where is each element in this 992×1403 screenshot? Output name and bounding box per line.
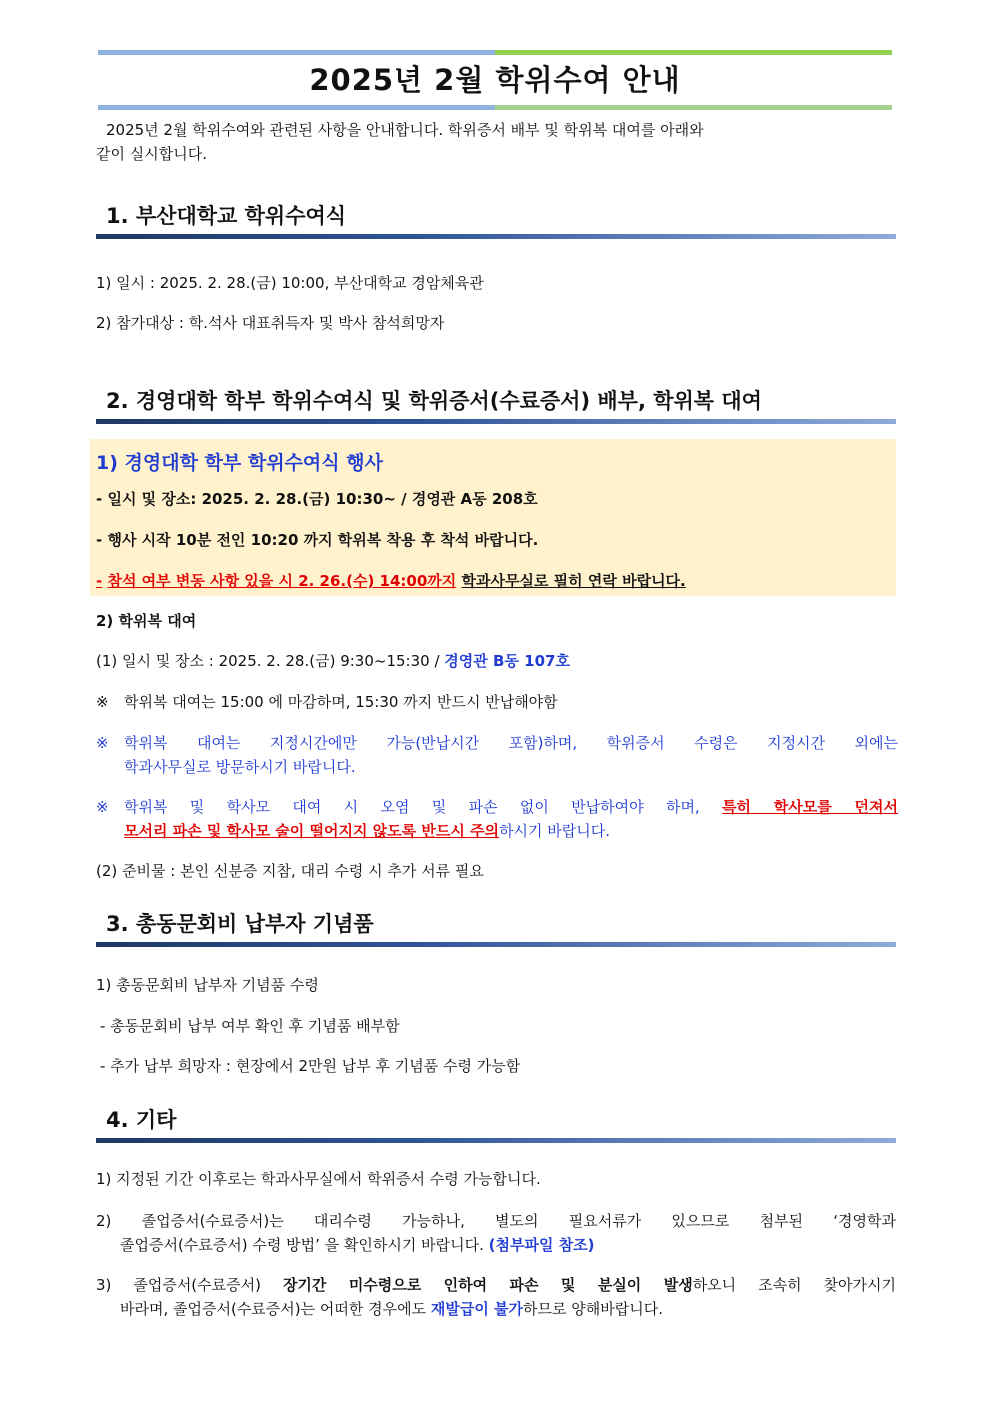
section-title: 2. 경영대학 학부 학위수여식 및 학위증서(수료증서) 배부, 학위복 대여 (106, 389, 762, 413)
section-title: 4. 기타 (106, 1108, 177, 1132)
emphasis-text: 재발급이 불가 (430, 1300, 524, 1318)
ceremony-contact (96, 570, 896, 592)
list-item: - 총동문회비 납부 여부 확인 후 기념품 배부함 (100, 1017, 400, 1035)
section-title: 1. 부산대학교 학위수여식 (106, 204, 347, 228)
section-rule (96, 942, 896, 947)
section-rule (96, 419, 896, 424)
title-bottom-rule (98, 105, 892, 110)
list-item: 1) 총동문회비 납부자 기념품 수령 (96, 976, 319, 994)
intro-line: 같이 실시합니다. (96, 145, 207, 163)
gown-note-1 (96, 690, 898, 714)
ceremony-seating: - 행사 시작 10분 전인 10:20 까지 학위복 착용 후 착석 바랍니다. (96, 531, 539, 549)
ceremony-title: 1) 경영대학 학부 학위수여식 행사 (96, 452, 383, 474)
document-title-block (98, 50, 892, 110)
section-rule (96, 234, 896, 239)
section-heading-2 (96, 383, 896, 424)
gown-prep: (2) 준비물 : 본인 신분증 지참, 대리 수령 시 추가 서류 필요 (96, 862, 484, 880)
section-rule (96, 1138, 896, 1143)
reference-mark-icon: ※ (96, 734, 109, 752)
list-item: - 추가 납부 희망자 : 현장에서 2만원 납부 후 기념품 수령 가능함 (100, 1057, 521, 1075)
section-title: 3. 총동문회비 납부자 기념품 (106, 912, 374, 936)
gown-title: 2) 학위복 대여 (96, 612, 197, 630)
note-text: 학위복 대여는 지정시간에만 가능(반납시간 포함)하며, 학위증서 수령은 지정시간 외에는 (124, 734, 898, 752)
list-item: 1) 일시 : 2025. 2. 28.(금) 10:00, 부산대학교 경암체육관 (96, 274, 484, 292)
note-warning: 모서리 파손 및 학사모 술이 떨어지지 않도록 반드시 주의 (124, 822, 500, 840)
intro-line: 2025년 2월 학위수여와 관련된 사항을 안내합니다. 학위증서 배부 및 학위복 대여를 아래와 (106, 121, 704, 139)
list-item: 2) 졸업증서(수료증서)는 대리수령 가능하나, 별도의 필요서류가 있으므로 첨부된 ‘경영학과 졸업증서(수료증서) 수령 방법’ 을 확인하시기 바랍니다. (첨부파일 참조) (96, 1212, 896, 1254)
section-heading-3 (96, 906, 896, 947)
reference-mark-icon: ※ (96, 693, 109, 711)
intro-paragraph (96, 118, 896, 166)
note-text: 하시기 바랍니다. (499, 822, 611, 840)
list-item: 1) 지정된 기간 이후로는 학과사무실에서 학위증서 수령 가능합니다. (96, 1170, 541, 1188)
gown-time-place (96, 650, 896, 672)
gown-note-2 (96, 731, 898, 779)
emphasis-text: 장기간 미수령으로 인하여 파손 및 분실이 발생 (282, 1276, 693, 1294)
note-text: 학위복 및 학사모 대여 시 오염 및 파손 없이 반납하여야 하며, (124, 798, 700, 816)
ceremony-time-place: - 일시 및 장소: 2025. 2. 28.(금) 10:30~ / 경영관 A동 208호 (96, 490, 538, 508)
section-heading-1 (96, 198, 896, 239)
list-item: 2) 참가대상 : 학.석사 대표취득자 및 박사 참석희망자 (96, 314, 445, 332)
note-text: 학과사무실로 방문하시기 바랍니다. (124, 758, 356, 776)
gown-room: 경영관 B동 107호 (444, 652, 570, 670)
page-title: 2025년 2월 학위수여 안내 (309, 63, 681, 97)
contact-dash: - (96, 572, 103, 590)
contact-deadline: 참석 여부 변동 사항 있을 시 2. 26.(수) 14:00까지 (107, 572, 457, 590)
reference-mark-icon: ※ (96, 798, 109, 816)
gown-note-3 (96, 795, 898, 843)
section-heading-4 (96, 1102, 896, 1143)
note-warning: 특히 학사모를 던져서 (722, 798, 899, 816)
gown-time: (1) 일시 및 장소 : 2025. 2. 28.(금) 9:30~15:30 / (96, 652, 440, 670)
contact-office: 학과사무실로 필히 연락 바랍니다. (461, 572, 686, 590)
attachment-reference: (첨부파일 참조) (488, 1236, 595, 1254)
note-text: 학위복 대여는 15:00 에 마감하며, 15:30 까지 반드시 반납해야함 (124, 693, 558, 711)
list-item: 3) 졸업증서(수료증서) 장기간 미수령으로 인하여 파손 및 분실이 발생하오니 조속히 찾아가시기 바라며, 졸업증서(수료증서)는 어떠한 경우에도 재발급이 불가하므로 양해바랍니다. (96, 1276, 896, 1318)
